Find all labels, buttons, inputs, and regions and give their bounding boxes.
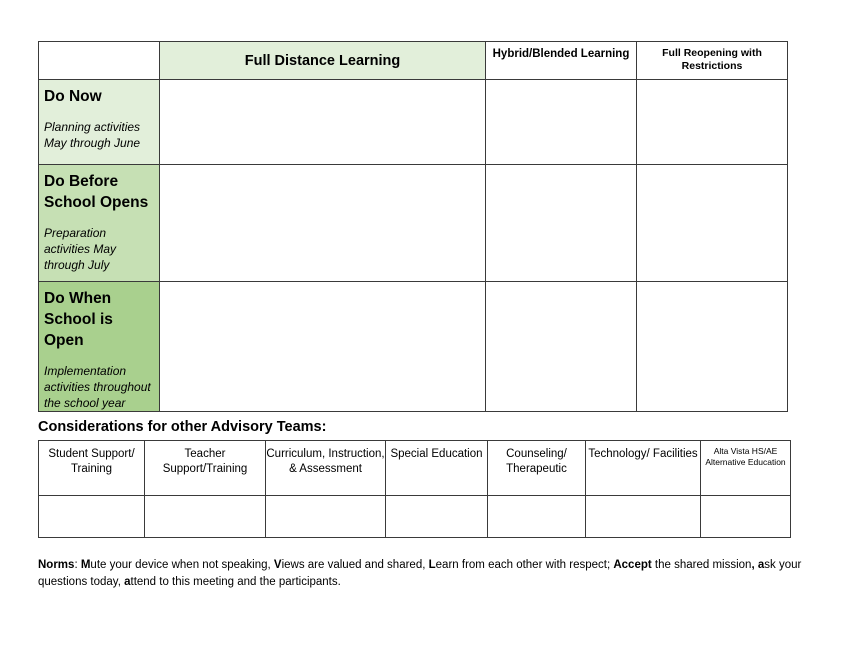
cell-before-open-full-distance xyxy=(160,165,486,282)
team-counseling: Counseling/ Therapeutic xyxy=(488,441,586,496)
cell-do-now-reopening xyxy=(637,80,788,165)
advisory-teams-table xyxy=(38,440,791,538)
empty-cell xyxy=(386,496,488,538)
norms-text: Norms: Mute your device when not speaking, Views are valued and shared, Learn from each other with respect; Accept the shared mission, ask your questions today, attend to this meeting and the participants. xyxy=(38,559,802,588)
team-technology: Technology/ Facilities xyxy=(586,441,701,496)
stage-title: Do When School is Open xyxy=(44,290,113,349)
header-full-reopening: Full Reopening with Restrictions xyxy=(637,42,788,80)
stage-description: Preparation activities May through July xyxy=(44,226,117,272)
norm-accept-text: the shared mission xyxy=(651,559,752,571)
team-student-support: Student Support/ Training xyxy=(39,441,145,496)
norm-word-accept: Accept xyxy=(613,559,652,571)
cell-when-open-full-distance xyxy=(160,282,486,412)
stage-title: Do Now xyxy=(44,88,102,105)
empty-cell xyxy=(39,496,145,538)
norm-v-text: iews are valued and shared, xyxy=(281,559,429,571)
norm-ask-text: sk your questions today, xyxy=(38,559,802,588)
empty-cell xyxy=(145,496,266,538)
cell-before-open-reopening xyxy=(637,165,788,282)
stage-row-do-now xyxy=(39,80,788,165)
corner-cell xyxy=(39,42,160,80)
norm-letter-a-attend: a xyxy=(124,575,131,588)
norm-letter-v: V xyxy=(273,559,282,571)
norm-m-text: ute your device when not speaking, xyxy=(90,559,274,571)
advisory-teams-empty-row xyxy=(39,496,791,538)
planning-table-header-row xyxy=(39,42,788,80)
team-curriculum: Curriculum, Instruction, & Assessment xyxy=(266,441,386,496)
team-alta-vista: Alta Vista HS/AE Alternative Education xyxy=(701,441,791,496)
stage-cell-do-when-school-is-open xyxy=(39,282,160,412)
team-teacher-support: Teacher Support/Training xyxy=(145,441,266,496)
norm-l-text: earn from each other with respect; xyxy=(435,559,614,571)
empty-cell xyxy=(701,496,791,538)
stage-description: Planning activities May through June xyxy=(44,120,141,150)
stage-cell-do-now xyxy=(39,80,160,165)
norm-attend-text: ttend to this meeting and the participants. xyxy=(130,575,341,588)
header-hybrid-blended-learning: Hybrid/Blended Learning xyxy=(486,42,637,80)
norm-letter-a-ask: a xyxy=(757,559,765,571)
stage-cell-do-before-school-opens xyxy=(39,165,160,282)
stage-description: Implementation activities throughout the school year xyxy=(44,364,151,410)
norm-comma: , xyxy=(751,559,755,571)
norms-label: Norms xyxy=(38,559,75,571)
considerations-heading: Considerations for other Advisory Teams: xyxy=(38,419,327,435)
cell-do-now-hybrid xyxy=(486,80,637,165)
empty-cell xyxy=(488,496,586,538)
cell-do-now-full-distance xyxy=(160,80,486,165)
norm-letter-m: M xyxy=(80,559,91,571)
stage-row-do-before-school-opens xyxy=(39,165,788,282)
stage-title: Do Before School Opens xyxy=(44,173,149,211)
planning-table xyxy=(38,41,788,412)
stage-row-do-when-school-is-open xyxy=(39,282,788,412)
cell-when-open-hybrid xyxy=(486,282,637,412)
header-full-distance-learning: Full Distance Learning xyxy=(160,42,486,80)
empty-cell xyxy=(586,496,701,538)
cell-before-open-hybrid xyxy=(486,165,637,282)
norm-letter-l: L xyxy=(428,559,436,571)
team-special-education: Special Education xyxy=(386,441,488,496)
cell-when-open-reopening xyxy=(637,282,788,412)
advisory-teams-header-row xyxy=(39,441,791,496)
empty-cell xyxy=(266,496,386,538)
